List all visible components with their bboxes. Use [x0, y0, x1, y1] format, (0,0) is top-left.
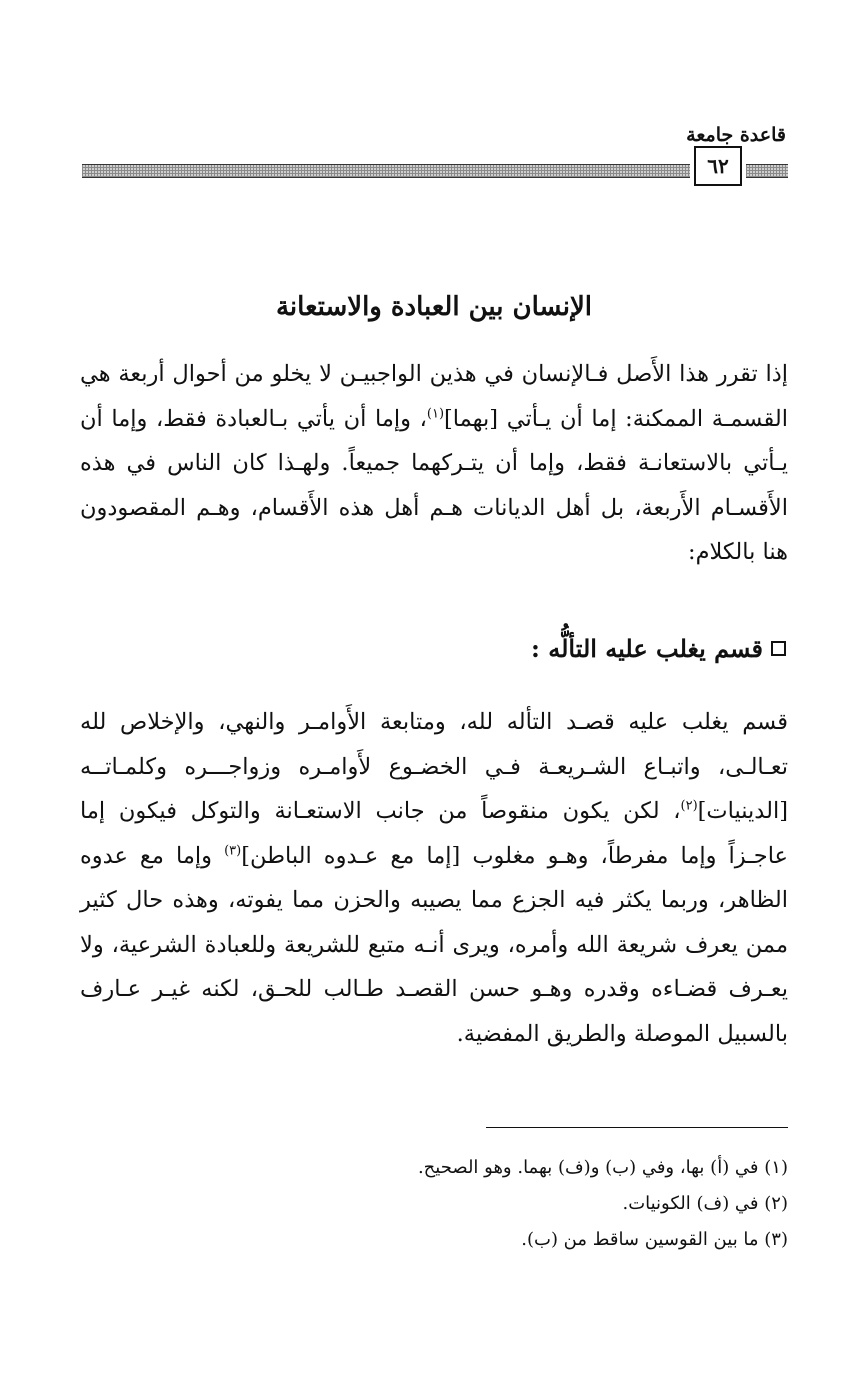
running-title: قاعدة جامعة: [686, 124, 786, 146]
header-rule-left: [82, 164, 690, 178]
paragraph-1-text-b: ، وإما أن يأتي بـالعبادة فقط، وإما أن يـأتي بالاستعانـة فقط، وإما أن يتـركهما جميعاً. ولهـذا كان الناس في هذه الأَقسـام الأَربعة، بل أهل الديانات هـم أهل هذه الأَقسام، وهـم المقصودون هنا بالكلام:: [80, 405, 788, 565]
paragraph-2-text-a: قسم يغلب عليه قصـد التأله لله، ومتابعة الأَوامـر والنهي، والإخلاص لله تعـالـى، واتبـاع الشـريعـة فـي الخضـوع لأَوامـره وزواجـــره وكلمـاتــه [الدينيات]: [80, 709, 788, 824]
paragraph-2-text-c: وإما مع عدوه الظاهر، وربما يكثر فيه الجزع مما يصيبه والحزن مما يفوته، وهذه حال كثير ممن يعرف شريعة الله وأمره، ويرى أنـه متبع للشريعة وللعبادة الشرعية، ولا يعـرف قضـاءه وقدره وهـو حسن القصـد طـالب للحـق، لكنه غيـر عـارف بالسبيل الموصلة والطريق المفضية.: [80, 842, 788, 1047]
page-number: ٦٢: [694, 146, 742, 186]
footnote-separator: [486, 1127, 788, 1128]
header-rule-right: [746, 164, 788, 178]
paragraph-2: [80, 700, 788, 1056]
footnote-1: (١) في (أ) بها، وفي (ب) و(ف) بهما. وهو الصحيح.: [417, 1157, 788, 1178]
paragraph-1-text-a: إذا تقرر هذا الأَصل فـالإنسان في هذين الواجبيـن لا يخلو من أحوال أربعة هي القسمـة الممكنة: إما أن يـأتي [بهما]: [80, 361, 788, 432]
square-bullet-icon: [771, 641, 786, 656]
paragraph-2-text-b: ، لكن يكون منقوصاً من جانب الاستعـانة والتوكل فيكون إما عاجـزاً وإما مفرطاً، وهـو مغلوب [إما مع عـدوه الباطن]: [80, 798, 788, 869]
footnote-marker-1: (١): [426, 406, 445, 421]
subheading: [531, 634, 786, 663]
footnotes-list: [80, 1150, 788, 1258]
paragraph-1: [80, 352, 788, 575]
footnote-marker-2: (٢): [680, 798, 698, 814]
footnote-2: (٢) في (ف) الكونيات.: [622, 1193, 788, 1214]
footnote-marker-3: (٣): [224, 843, 242, 858]
subheading-text: قسم يغلب عليه التألُّه :: [531, 634, 763, 663]
section-title: الإنسان بين العبادة والاستعانة: [275, 292, 593, 322]
footnote-3: (٣) ما بين القوسين ساقط من (ب).: [521, 1229, 788, 1250]
